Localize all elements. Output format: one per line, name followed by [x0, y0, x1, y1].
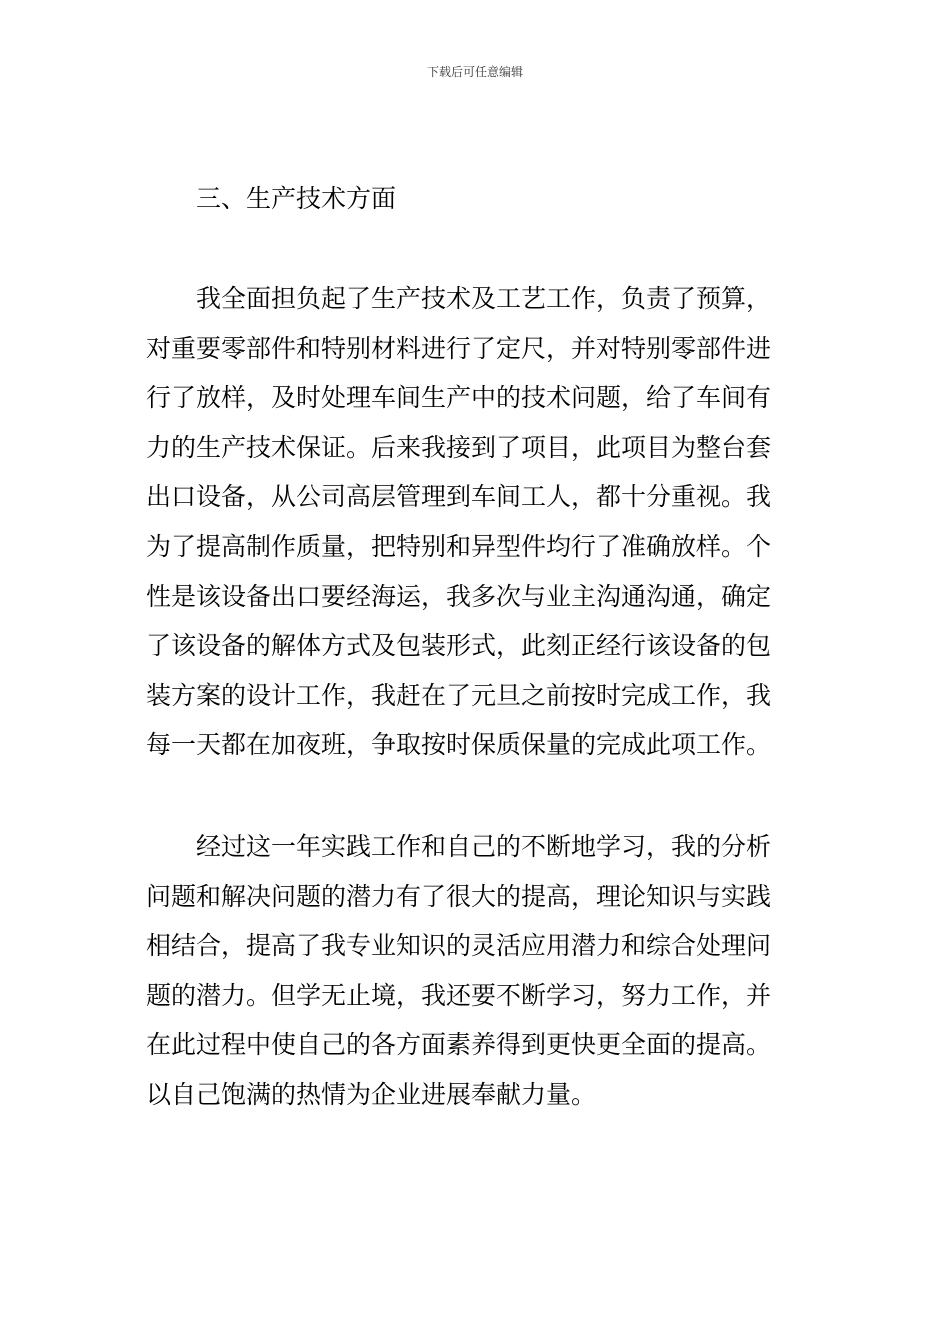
paragraph-line: 在此过程中使自己的各方面素养得到更快更全面的提高。 — [146, 1030, 772, 1060]
paragraph-line: 每一天都在加夜班，争取按时保质保量的完成此项工作。 — [146, 730, 772, 760]
paragraph-line: 以自己饱满的热情为企业进展奉献力量。 — [146, 1079, 597, 1109]
section-heading: 三、生产技术方面 — [196, 184, 397, 213]
paragraph-line: 问题和解决问题的潜力有了很大的提高，理论知识与实践 — [146, 881, 772, 911]
paragraph-summary — [146, 822, 806, 1120]
paragraph-line: 经过这一年实践工作和自己的不断地学习，我的分析 — [196, 832, 772, 861]
paragraph-line: 题的潜力。但学无止境，我还要不断学习，努力工作，并 — [146, 980, 772, 1010]
paragraph-line: 我全面担负起了生产技术及工艺工作，负责了预算， — [196, 284, 772, 313]
paragraph-line: 性是该设备出口要经海运，我多次与业主沟通沟通，确定 — [146, 581, 772, 611]
paragraph-line: 相结合，提高了我专业知识的灵活应用潜力和综合处理问 — [146, 931, 772, 961]
paragraph-production-tech — [146, 274, 806, 770]
paragraph-line: 力的生产技术保证。后来我接到了项目，此项目为整台套 — [146, 432, 772, 462]
page-header: 下载后可任意编辑 — [426, 65, 523, 79]
paragraph-line: 行了放样，及时处理车间生产中的技术问题，给了车间有 — [146, 383, 772, 413]
paragraph-line: 为了提高制作质量，把特别和异型件均行了准确放样。个 — [146, 531, 772, 561]
paragraph-line: 装方案的设计工作，我赶在了元旦之前按时完成工作，我 — [146, 680, 772, 710]
paragraph-line: 了该设备的解体方式及包装形式，此刻正经行该设备的包 — [146, 631, 772, 661]
paragraph-line: 出口设备，从公司高层管理到车间工人，都十分重视。我 — [146, 482, 772, 512]
paragraph-line: 对重要零部件和特别材料进行了定尺，并对特别零部件进 — [146, 333, 772, 363]
